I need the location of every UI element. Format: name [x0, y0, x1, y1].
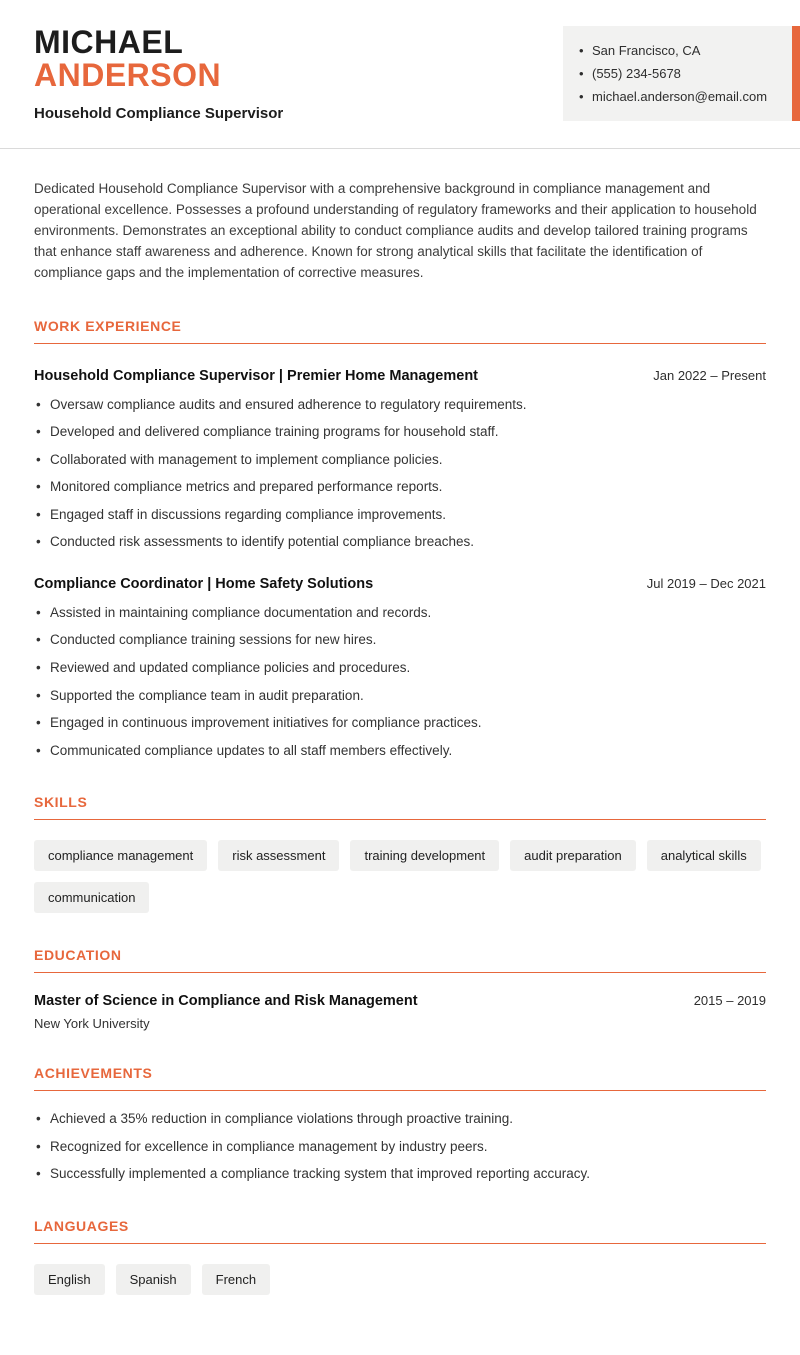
education-date: 2015 – 2019: [693, 993, 766, 1009]
first-name: MICHAEL: [34, 24, 184, 60]
work-experience-heading: WORK EXPERIENCE: [34, 317, 182, 334]
job-bullet: • Engaged in continuous improvement initiatives for compliance practices.: [34, 713, 766, 733]
job-bullet-list: [34, 603, 766, 760]
skill-chip: audit preparation: [510, 840, 636, 871]
degree-title: Master of Science in Compliance and Risk Management: [34, 993, 418, 1010]
header-job-title: Household Compliance Supervisor: [34, 104, 284, 122]
header-divider: [0, 148, 800, 149]
job-bullet: • Conducted risk assessments to identify potential compliance breaches.: [34, 532, 766, 552]
contact-list: [579, 39, 774, 108]
resume-content: [0, 179, 800, 1355]
job-bullet: • Conducted compliance training sessions for new hires.: [34, 630, 766, 650]
job-title: Compliance Coordinator | Home Safety Solutions: [34, 575, 374, 592]
contact-email: • michael.anderson@email.com: [579, 85, 774, 108]
skill-chip: training development: [350, 840, 499, 871]
job-bullet: • Oversaw compliance audits and ensured adherence to regulatory requirements.: [34, 395, 766, 415]
job-bullet: • Developed and delivered compliance training programs for household staff.: [34, 422, 766, 442]
language-chip: French: [202, 1264, 270, 1295]
job-date: Jul 2019 – Dec 2021: [646, 575, 766, 591]
contact-location: • San Francisco, CA: [579, 39, 774, 62]
section-languages: [34, 1218, 766, 1295]
job-bullet: • Collaborated with management to implement compliance policies.: [34, 450, 766, 470]
school-name: New York University: [34, 1016, 150, 1032]
section-work-experience: [34, 318, 766, 761]
contact-card: [563, 26, 800, 121]
skills-chip-list: [34, 840, 766, 913]
section-rule: [34, 343, 766, 344]
contact-phone: • (555) 234-5678: [579, 62, 774, 85]
name-block: [34, 26, 283, 122]
job-title: Household Compliance Supervisor | Premier Home Management: [34, 367, 478, 384]
job-bullet: • Engaged staff in discussions regarding compliance improvements.: [34, 505, 766, 525]
job-bullet: • Monitored compliance metrics and prepared performance reports.: [34, 477, 766, 497]
achievement-bullet: • Achieved a 35% reduction in compliance violations through proactive training.: [34, 1109, 766, 1129]
achievement-bullet: • Successfully implemented a compliance tracking system that improved reporting accuracy.: [34, 1164, 766, 1184]
education-heading: EDUCATION: [34, 947, 122, 964]
section-achievements: [34, 1065, 766, 1184]
job-header: [34, 368, 766, 384]
job-header: [34, 576, 766, 592]
job-date: Jan 2022 – Present: [653, 367, 766, 383]
job-bullet: • Communicated compliance updates to all staff members effectively.: [34, 741, 766, 761]
education-entry: [34, 993, 766, 1009]
section-education: [34, 947, 766, 1031]
job-bullet-list: [34, 395, 766, 552]
job-bullet: • Supported the compliance team in audit preparation.: [34, 686, 766, 706]
last-name: ANDERSON: [34, 56, 222, 93]
languages-chip-list: [34, 1264, 766, 1295]
section-rule: [34, 1243, 766, 1244]
section-rule: [34, 1090, 766, 1091]
job-entry: [34, 576, 766, 760]
section-rule: [34, 819, 766, 820]
header: [0, 0, 800, 122]
section-skills: [34, 794, 766, 913]
job-bullet: • Reviewed and updated compliance policies and procedures.: [34, 658, 766, 678]
achievement-list: [34, 1109, 766, 1184]
skill-chip: analytical skills: [647, 840, 761, 871]
skill-chip: compliance management: [34, 840, 207, 871]
skills-heading: SKILLS: [34, 794, 88, 811]
job-entry: [34, 368, 766, 552]
job-bullet: • Assisted in maintaining compliance documentation and records.: [34, 603, 766, 623]
language-chip: Spanish: [116, 1264, 191, 1295]
achievement-bullet: • Recognized for excellence in compliance management by industry peers.: [34, 1137, 766, 1157]
achievements-heading: ACHIEVEMENTS: [34, 1065, 153, 1082]
section-rule: [34, 972, 766, 973]
languages-heading: LANGUAGES: [34, 1217, 129, 1234]
skill-chip: risk assessment: [218, 840, 339, 871]
summary-text: Dedicated Household Compliance Supervisor with a comprehensive background in compliance management and operational excellence. Possesses a profound understanding of regulatory frameworks and their application to household environments. Demonstrates an exceptional ability to conduct compliance audits and develop tailored training programs that enhance staff awareness and adherence. Known for strong analytical skills that facilitate the identification of compliance gaps and the implementation of corrective measures.: [34, 180, 757, 280]
skill-chip: communication: [34, 882, 149, 913]
language-chip: English: [34, 1264, 105, 1295]
